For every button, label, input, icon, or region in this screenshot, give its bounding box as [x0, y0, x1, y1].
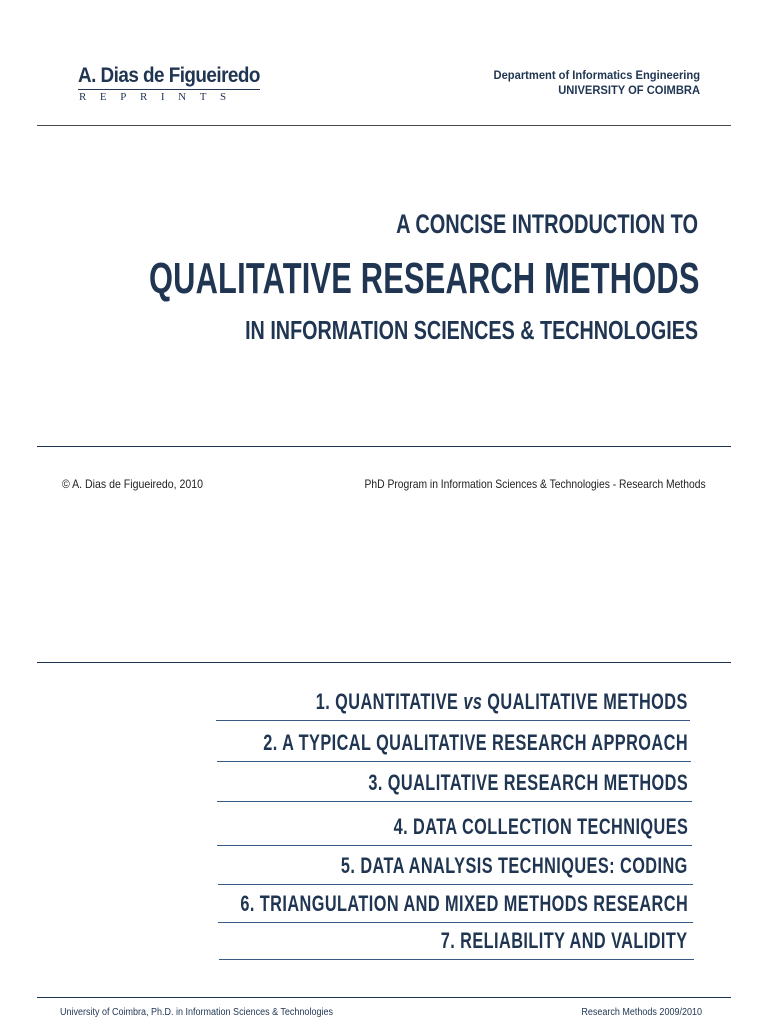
program-text: PhD Program in Information Sciences & Technologies - Research Methods [364, 477, 706, 491]
toc-line-2 [217, 761, 691, 762]
toc-top-divider [37, 662, 731, 663]
title-line-3: IN INFORMATION SCIENCES & TECHNOLOGIES [244, 315, 698, 345]
title-line-1: A CONCISE INTRODUCTION TO [396, 209, 698, 239]
toc-item-6: 6. TRIANGULATION AND MIXED METHODS RESEARCH [240, 891, 688, 916]
toc-line-6 [218, 922, 693, 923]
header-divider [37, 125, 731, 126]
toc-line-7 [219, 959, 694, 960]
toc-line-4 [217, 845, 692, 846]
footer-right-text: Research Methods 2009/2010 [581, 1007, 702, 1018]
department-block [494, 68, 700, 98]
footer-left-text: University of Coimbra, Ph.D. in Information Sciences & Technologies [60, 1007, 333, 1018]
title-divider [37, 446, 731, 447]
footer-divider [37, 997, 731, 998]
toc-line-3 [217, 801, 692, 802]
toc-item-5: 5. DATA ANALYSIS TECHNIQUES: CODING [341, 853, 688, 878]
copyright-text: © A. Dias de Figueiredo, 2010 [62, 477, 204, 491]
toc-item-4: 4. DATA COLLECTION TECHNIQUES [393, 814, 688, 839]
department-name: Department of Informatics Engineering [493, 68, 700, 82]
toc-item-3: 3. QUALITATIVE RESEARCH METHODS [368, 770, 688, 795]
toc-item-1-vs: vs [463, 689, 483, 714]
toc-item-7: 7. RELIABILITY AND VALIDITY [441, 928, 688, 953]
toc-line-1 [216, 720, 690, 721]
brand-underline [78, 89, 260, 90]
toc-item-1 [316, 689, 688, 715]
brand-name: A. Dias de Figueiredo [78, 64, 260, 87]
toc-item-2: 2. A TYPICAL QUALITATIVE RESEARCH APPROACH [263, 730, 688, 755]
toc-item-1-pre: 1. QUANTITATIVE [315, 689, 464, 714]
toc-item-1-post: QUALITATIVE METHODS [482, 689, 688, 714]
toc-line-5 [218, 884, 693, 885]
university-name: UNIVERSITY OF COIMBRA [558, 83, 700, 97]
brand-subtitle: REPRINTS [79, 91, 240, 103]
title-line-2: QUALITATIVE RESEARCH METHODS [149, 254, 700, 303]
